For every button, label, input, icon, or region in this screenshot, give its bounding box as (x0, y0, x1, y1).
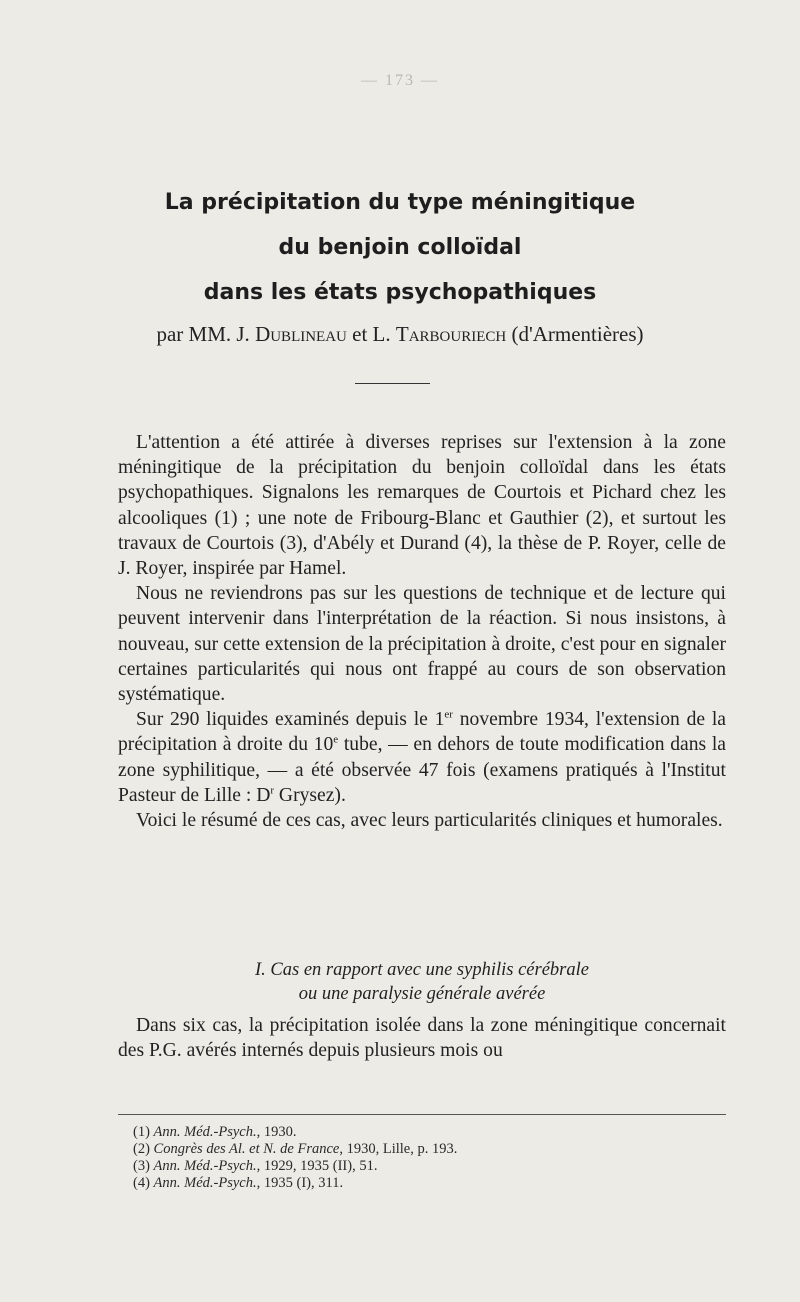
p3-sup-e: e (333, 733, 339, 746)
section-heading-line-2: ou une paralysie générale avérée (298, 984, 546, 1004)
footnote-2 (133, 1141, 713, 1158)
footnote-detail: , 1930. (256, 1124, 297, 1140)
footnote-detail: , 1930, Lille, p. 193. (339, 1141, 458, 1157)
title-divider (355, 383, 430, 384)
author-tarbouriech: Tarbouriech (395, 322, 507, 346)
title-line-1: La précipitation du type méningitique (164, 190, 636, 215)
footnote-source: Ann. Méd.-Psych. (153, 1158, 257, 1174)
footnote-1 (133, 1124, 713, 1141)
author-connector: et L. (346, 322, 396, 346)
footnote-detail: , 1935 (I), 311. (256, 1175, 344, 1191)
p3-text-d: Grysez). (274, 784, 346, 806)
title-line-3: dans les états psychopathiques (203, 280, 597, 305)
author-affiliation: (d'Armentières) (506, 322, 644, 346)
footnote-number: (3) (133, 1158, 150, 1174)
footnote-number: (2) (133, 1141, 150, 1157)
p3-sup-r: r (270, 784, 275, 797)
footnote-number: (1) (133, 1124, 150, 1140)
footnote-divider (118, 1114, 726, 1115)
author-dublineau: Dublineau (255, 322, 347, 346)
paragraph-2: Nous ne reviendrons pas sur les questions de technique et de lecture qui peuvent intervenir dans l'interprétation de la réaction. Si nous insistons, à nouveau, sur cette extension de la précipitation à droite, c'est pour en signaler certaines particularités qui nous ont frappé au cours de son observation systématique. (118, 583, 726, 706)
footnote-source: Ann. Méd.-Psych. (153, 1175, 257, 1191)
footnote-number: (4) (133, 1175, 150, 1191)
footnote-detail: , 1929, 1935 (II), 51. (256, 1158, 378, 1174)
section-heading-line-1: I. Cas en rapport avec une syphilis cérébrale (255, 960, 589, 980)
author-line (60, 322, 740, 347)
article-title (60, 180, 740, 315)
footnote-source: Ann. Méd.-Psych. (153, 1124, 257, 1140)
section-heading (118, 958, 726, 1006)
footnote-source: Congrès des Al. et N. de France (153, 1141, 340, 1157)
paragraph-1: L'attention a été attirée à diverses reprises sur l'extension à la zone méningitique de la précipitation du benjoin colloïdal dans les états psychopathiques. Signalons les remarques de Courtois et Pichard chez les alcooliques (1) ; une note de Fribourg-Blanc et Gauthier (2), et surtout les travaux de Courtois (3), d'Abély et Durand (4), la thèse de P. Royer, celle de J. Royer, inspirée par Hamel. (118, 432, 726, 580)
p3-text-b: novembre 1934, l'extension de la précipitation à droite du 10 (118, 709, 726, 756)
paragraph-3 (118, 707, 726, 808)
running-head: — 173 — (361, 72, 439, 89)
section-body (118, 1013, 726, 1063)
paragraph-4: Voici le résumé de ces cas, avec leurs particularités cliniques et humorales. (136, 810, 723, 832)
author-prefix: par MM. J. (156, 322, 256, 346)
p3-sup-er: er (444, 708, 453, 721)
body-text (118, 430, 726, 833)
footnote-4 (133, 1175, 713, 1192)
title-line-2: du benjoin colloïdal (278, 235, 522, 260)
footnotes (133, 1124, 713, 1192)
paragraph-5: Dans six cas, la précipitation isolée dans la zone méningitique concernait des P.G. avérés internés depuis plusieurs mois ou (118, 1015, 726, 1062)
p3-text-c: tube, — en dehors de toute modification dans la zone syphilitique, — a été observée 47 fois (examens pratiqués à l'Institut Pasteur de Lille : D (118, 734, 726, 806)
footnote-3 (133, 1158, 713, 1175)
p3-text-a: Sur 290 liquides examinés depuis le 1 (136, 709, 445, 731)
